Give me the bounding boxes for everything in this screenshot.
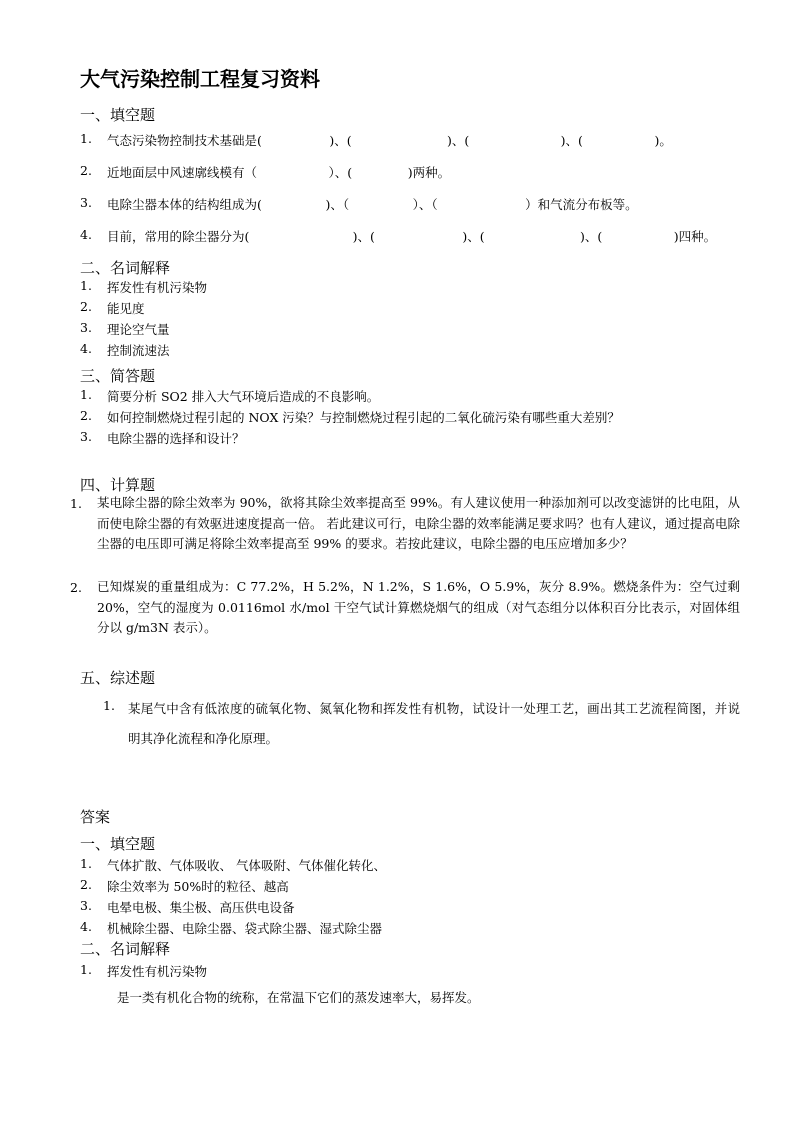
short-item-number: 2. xyxy=(80,408,92,423)
short-item-number: 1. xyxy=(80,387,92,402)
section-heading-essay: 五、综述题 xyxy=(80,669,156,687)
answer-term-definition: 是一类有机化合物的统称，在常温下它们的蒸发速率大，易挥发。 xyxy=(117,990,480,1005)
section-heading-short: 三、简答题 xyxy=(80,367,156,385)
answer-fill-number: 3. xyxy=(80,898,92,913)
essay-item-text: 某尾气中含有低浓度的硫氧化物、氮氧化物和挥发性有机物，试设计一处理工艺，画出其工艺流程简图，并说明其净化流程和净化原理。 xyxy=(128,701,740,746)
section-heading-fill: 一、填空题 xyxy=(80,106,156,124)
fill-item-text: 气态污染物控制技术基础是( )、( )、( )、( )。 xyxy=(107,133,672,148)
fill-item-text: 电除尘器本体的结构组成为( )、（ ）、（ ）和气流分布板等。 xyxy=(107,197,638,212)
calc-item-text: 已知煤炭的重量组成为：C 77.2%，H 5.2%，N 1.2%，S 1.6%，O 5.9%，灰分 8.9%。燃烧条件为：空气过剩 20%，空气的湿度为 0.0116mol 水/mol 干空气试计算燃烧烟气的组成（对气态组分以体积百分比表示，对固体组分以 g/m3N 表示）。 xyxy=(97,579,740,635)
fill-item-text: 近地面层中风速廓线模有（ ）、( )两种。 xyxy=(107,165,451,180)
answer-fill-number: 1. xyxy=(80,856,92,871)
answers-heading: 答案 xyxy=(80,808,111,826)
term-item-text: 控制流速法 xyxy=(107,343,170,358)
section-heading-calc: 四、计算题 xyxy=(80,476,156,494)
answer-fill-number: 2. xyxy=(80,877,92,892)
term-item-number: 3. xyxy=(80,320,92,335)
essay-item-number: 1. xyxy=(103,698,115,713)
calc-item-number: 2. xyxy=(70,580,82,595)
fill-item-text: 目前，常用的除尘器分为( )、( )、( )、( )四种。 xyxy=(107,229,717,244)
term-item-text: 理论空气量 xyxy=(107,322,170,337)
term-item-number: 4. xyxy=(80,341,92,356)
short-item-text: 如何控制燃烧过程引起的 NOX 污染？与控制燃烧过程引起的二氧化硫污染有哪些重大差别？ xyxy=(107,410,620,425)
short-item-number: 3. xyxy=(80,429,92,444)
answer-term-number: 1. xyxy=(80,962,92,977)
fill-item-number: 2. xyxy=(80,163,92,178)
short-item-text: 电除尘器的选择和设计？ xyxy=(107,431,245,446)
answer-fill-text: 电晕电极、集尘极、高压供电设备 xyxy=(107,900,295,915)
page-title: 大气污染控制工程复习资料 xyxy=(80,67,320,91)
short-item-text: 简要分析 SO2 排入大气环境后造成的不良影响。 xyxy=(107,389,380,404)
answer-term-text: 挥发性有机污染物 xyxy=(107,964,208,979)
term-item-number: 2. xyxy=(80,299,92,314)
answer-fill-text: 气体扩散、气体吸收、 气体吸附、气体催化转化、 xyxy=(107,858,386,873)
term-item-text: 挥发性有机污染物 xyxy=(107,280,208,295)
answer-fill-number: 4. xyxy=(80,919,92,934)
calc-item-text: 某电除尘器的除尘效率为 90%，欲将其除尘效率提高至 99%。有人建议使用一种添加剂可以改变滤饼的比电阻，从而使电除尘器的有效驱进速度提高一倍。 若此建议可行，电除尘器的效率能满足要求吗？也有人建议，通过提高电除尘器的电压即可满足将除尘效率提高至 99% 的要求。若按此建议，电除尘器的电压应增加多少？ xyxy=(97,495,740,551)
answer-heading-terms: 二、名词解释 xyxy=(80,940,171,958)
section-heading-terms: 二、名词解释 xyxy=(80,259,171,277)
fill-item-number: 1. xyxy=(80,131,92,146)
fill-item-number: 3. xyxy=(80,195,92,210)
term-item-text: 能见度 xyxy=(107,301,145,316)
term-item-number: 1. xyxy=(80,278,92,293)
answer-fill-text: 机械除尘器、电除尘器、袋式除尘器、湿式除尘器 xyxy=(107,921,383,936)
answer-fill-text: 除尘效率为 50%时的粒径、越高 xyxy=(107,879,289,894)
calc-item-number: 1. xyxy=(70,496,82,511)
fill-item-number: 4. xyxy=(80,227,92,242)
answer-heading-fill: 一、填空题 xyxy=(80,835,156,853)
